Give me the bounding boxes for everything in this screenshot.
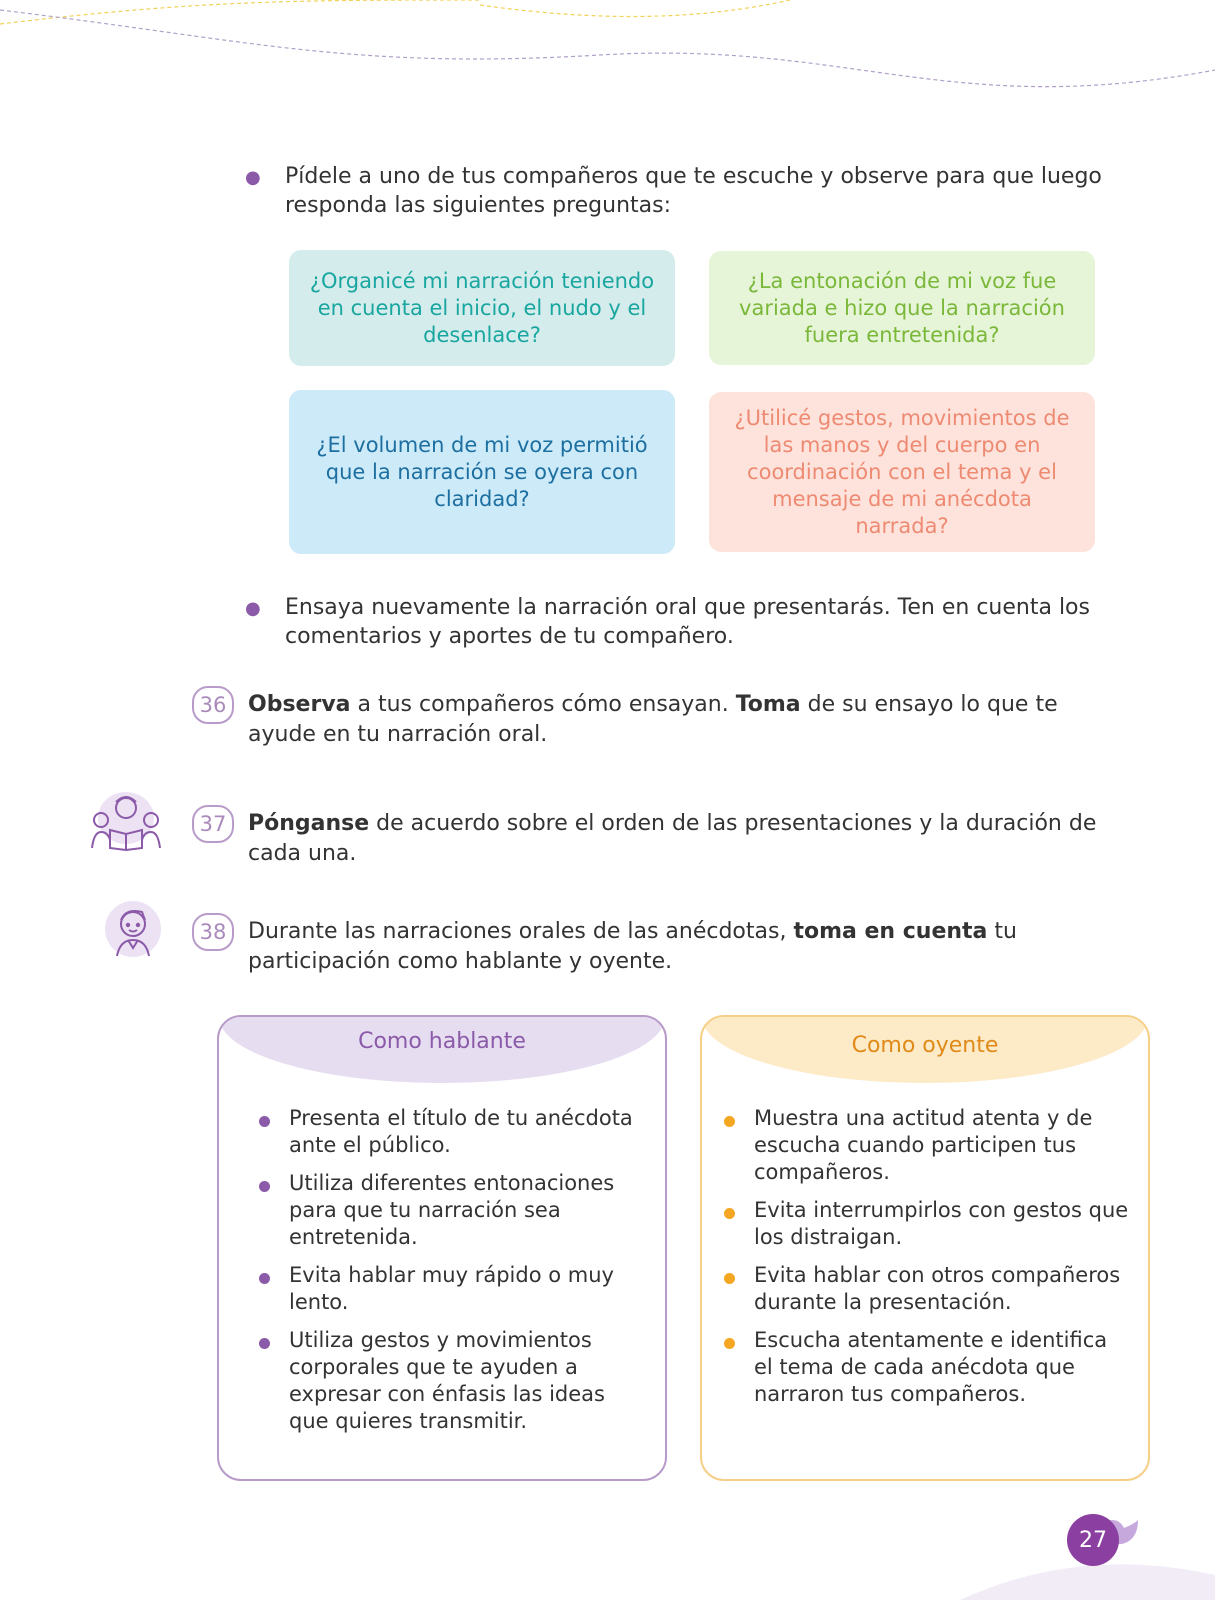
hablante-list [259, 1105, 647, 1446]
emphasis: Observa [248, 692, 351, 717]
list-item-text: Evita hablar con otros compañeros durante la presentación. [754, 1263, 1121, 1314]
question-box-gestures: ¿Utilicé gestos, movimientos de las manos y del cuerpo en coordinación con el tema y el mensaje de mi anécdota narrada? [709, 392, 1095, 552]
page-number: 27 [1079, 1527, 1107, 1553]
list-item-text: Presenta el título de tu anécdota ante el público. [289, 1106, 633, 1157]
list-item [724, 1197, 1130, 1251]
bullet-dot [259, 1181, 270, 1192]
bullet-dot [724, 1273, 735, 1284]
bullet-dot [724, 1116, 735, 1127]
emphasis: Pónganse [248, 811, 370, 836]
bullet-dot [259, 1273, 270, 1284]
list-item-text: Evita interrumpirlos con gestos que los distraigan. [754, 1198, 1129, 1249]
activity-number-37: 37 [192, 805, 234, 843]
text-span: tu participación como hablante y oyente. [248, 919, 1017, 974]
bullet-dot [724, 1338, 735, 1349]
list-item [259, 1105, 647, 1159]
list-item [724, 1105, 1130, 1186]
emphasis: toma en cuenta [793, 919, 988, 944]
student-icon [102, 898, 164, 960]
activity-36-text [248, 690, 1128, 750]
list-item-text: Escucha atentamente e identifica el tema de cada anécdota que narraron tus compañeros. [754, 1328, 1108, 1406]
page-number-badge [1067, 1514, 1119, 1566]
oyente-list [724, 1105, 1130, 1419]
second-bullet [245, 593, 1125, 653]
list-item-text: Utiliza diferentes entonaciones para que tu narración sea entretenida. [289, 1171, 615, 1249]
list-item-text: Muestra una actitud atenta y de escucha cuando participen tus compañeros. [754, 1106, 1093, 1184]
panel-oyente [700, 1015, 1150, 1481]
activity-38-text [248, 917, 1128, 977]
activity-37-text [248, 809, 1128, 869]
question-box-structure: ¿Organicé mi narración teniendo en cuenta el inicio, el nudo y el desenlace? [289, 250, 675, 366]
bullet-dot [259, 1116, 270, 1127]
emphasis: Toma [735, 692, 801, 717]
list-item [724, 1262, 1130, 1316]
question-box-volume: ¿El volumen de mi voz permitió que la narración se oyera con claridad? [289, 390, 675, 554]
second-bullet-text: Ensaya nuevamente la narración oral que presentarás. Ten en cuenta los comentarios y aportes de tu compañero. [285, 595, 1090, 649]
bullet-dot [724, 1208, 735, 1219]
intro-bullet [245, 162, 1125, 222]
list-item [259, 1170, 647, 1251]
intro-bullet-text: Pídele a uno de tus compañeros que te escuche y observe para que luego responda las siguientes preguntas: [285, 164, 1102, 218]
panel-hablante-title: Como hablante [358, 1029, 526, 1054]
activity-number-38: 38 [192, 913, 234, 951]
decorative-top-waves [0, 0, 1215, 110]
group-reading-icon [86, 790, 166, 852]
bullet-dot: ● [245, 598, 261, 619]
panel-oyente-title: Como oyente [851, 1033, 999, 1058]
question-box-intonation: ¿La entonación de mi voz fue variada e hizo que la narración fuera entretenida? [709, 251, 1095, 365]
panel-hablante [217, 1015, 667, 1481]
list-item [259, 1262, 647, 1316]
text-span: Durante las narraciones orales de las anécdotas, [248, 919, 794, 944]
list-item-text: Utiliza gestos y movimientos corporales que te ayuden a expresar con énfasis las ideas que quieres transmitir. [289, 1328, 605, 1433]
bullet-dot [259, 1338, 270, 1349]
list-item [724, 1327, 1130, 1408]
list-item [259, 1327, 647, 1435]
text-span: de acuerdo sobre el orden de las presentaciones y la duración de cada una. [248, 811, 1097, 866]
list-item-text: Evita hablar muy rápido o muy lento. [289, 1263, 614, 1314]
text-span: de su ensayo lo que te ayude en tu narración oral. [248, 692, 1058, 747]
text-span: a tus compañeros cómo ensayan. [350, 692, 736, 717]
bullet-dot: ● [245, 167, 261, 188]
activity-number-36: 36 [192, 686, 234, 724]
